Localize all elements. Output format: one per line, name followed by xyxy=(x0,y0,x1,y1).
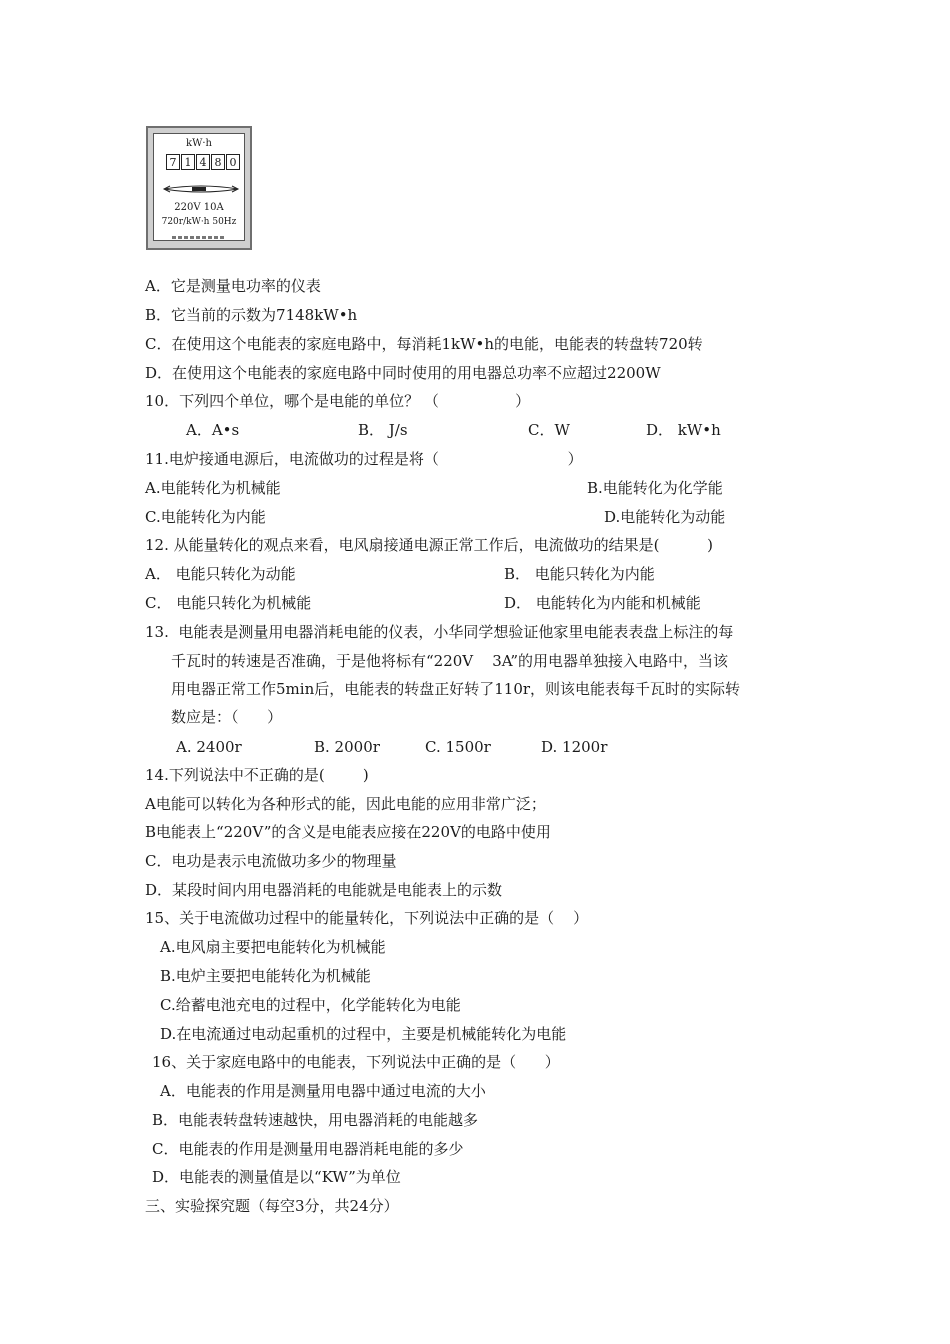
question-text: 13. 电能表是测量用电器消耗电能的仪表，小华同学想验证他家里电能表表盘上标注的每 xyxy=(145,623,734,641)
meter-rating-revs-frequency: 720r/kW·h 50Hz xyxy=(161,217,237,227)
option-text: C.给蓄电池充电的过程中，化学能转化为电能 xyxy=(160,996,461,1014)
meter-digit-decimal: 0 xyxy=(226,154,240,170)
option-text: A． 电能只转化为动能 xyxy=(145,565,296,583)
option-text: A电能可以转化为各种形式的能，因此电能的应用非常广泛； xyxy=(145,795,546,813)
option-text: A. 2400r xyxy=(176,738,242,756)
option-text: D. 1200r xyxy=(541,738,608,756)
option-text: B．它当前的示数为7148kW•h xyxy=(145,306,358,324)
question-text: 15、关于电流做功过程中的能量转化，下列说法中正确的是（ ） xyxy=(145,909,589,927)
question-text: 数应是：（ ） xyxy=(171,708,283,726)
meter-unit-label: kW·h xyxy=(186,138,212,149)
question-text: 16、关于家庭电路中的电能表，下列说法中正确的是（ ） xyxy=(152,1053,560,1071)
option-text: A．A•s xyxy=(186,421,240,439)
section-heading: 三、实验探究题（每空3分，共24分） xyxy=(145,1197,399,1215)
meter-maker-mark xyxy=(172,236,226,239)
option-text: C．W xyxy=(528,421,570,439)
option-text: B.电能转化为化学能 xyxy=(587,479,723,497)
question-text: 千瓦时的转速是否准确，于是他将标有“220V 3A”的用电器单独接入电路中，当该 xyxy=(171,652,729,670)
option-text: C．电功是表示电流做功多少的物理量 xyxy=(145,852,397,870)
option-text: D．在使用这个电能表的家庭电路中同时使用的用电器总功率不应超过2200W xyxy=(145,364,661,382)
rotating-disc-icon xyxy=(162,184,240,194)
meter-digit: 7 xyxy=(166,154,180,170)
option-text: A.电风扇主要把电能转化为机械能 xyxy=(160,938,386,956)
option-text: A．电能表的作用是测量用电器中通过电流的大小 xyxy=(160,1082,486,1100)
option-text: D． kW•h xyxy=(646,421,721,439)
option-text: D.在电流通过电动起重机的过程中，主要是机械能转化为电能 xyxy=(160,1025,567,1043)
option-text: C．电能表的作用是测量用电器消耗电能的多少 xyxy=(152,1140,464,1158)
option-text: B.电炉主要把电能转化为机械能 xyxy=(160,967,371,985)
option-text: D． 电能转化为内能和机械能 xyxy=(504,594,701,612)
meter-digit: 8 xyxy=(211,154,225,170)
meter-digit-counter xyxy=(166,154,241,170)
option-text: A．它是测量电功率的仪表 xyxy=(145,277,321,295)
option-text: C.电能转化为内能 xyxy=(145,508,266,526)
option-text: D．电能表的测量值是以“KW”为单位 xyxy=(152,1168,401,1186)
option-text: B. 2000r xyxy=(314,738,380,756)
option-text: C．在使用这个电能表的家庭电路中，每消耗1kW•h的电能，电能表的转盘转720转 xyxy=(145,335,703,353)
question-text: 11.电炉接通电源后，电流做功的过程是将（ ） xyxy=(145,450,583,468)
option-text: B． J/s xyxy=(358,421,408,439)
option-text: B． 电能只转化为内能 xyxy=(504,565,655,583)
question-text: 用电器正常工作5min后，电能表的转盘正好转了110r，则该电能表每千瓦时的实际转 xyxy=(171,680,741,698)
question-text: 10．下列四个单位，哪个是电能的单位？ （ ） xyxy=(145,392,531,410)
question-text: 14.下列说法中不正确的是( ) xyxy=(145,766,369,784)
option-text: B．电能表转盘转速越快，用电器消耗的电能越多 xyxy=(152,1111,479,1129)
meter-face xyxy=(153,133,245,241)
option-text: C. 1500r xyxy=(425,738,491,756)
option-text: B电能表上“220V”的含义是电能表应接在220V的电路中使用 xyxy=(145,823,551,841)
question-text: 12. 从能量转化的观点来看，电风扇接通电源正常工作后，电流做功的结果是( ) xyxy=(145,536,714,554)
option-text: C． 电能只转化为机械能 xyxy=(145,594,312,612)
meter-digit: 4 xyxy=(196,154,210,170)
option-text: D.电能转化为动能 xyxy=(604,508,726,526)
option-text: A.电能转化为机械能 xyxy=(145,479,281,497)
meter-rating-voltage-current: 220V 10A xyxy=(174,202,224,213)
meter-digit: 1 xyxy=(181,154,195,170)
electricity-meter-figure xyxy=(146,126,252,250)
option-text: D．某段时间内用电器消耗的电能就是电能表上的示数 xyxy=(145,881,503,899)
